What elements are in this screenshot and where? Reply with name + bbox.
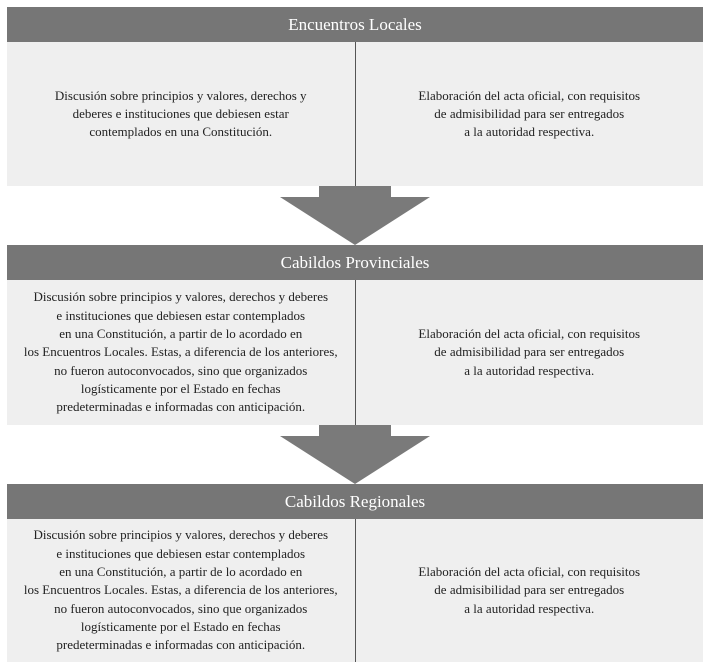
stage-header-cabildos-provinciales: [7, 245, 703, 280]
stage-title: Encuentros Locales: [288, 14, 422, 34]
stage-description-text: Discusión sobre principios y valores, derechos y deberes e instituciones que debiesen estar contemplados en una Constitución.: [54, 87, 307, 140]
stage-description-cell: [7, 519, 356, 662]
flow-arrow-down-icon: [280, 186, 430, 245]
stage-output-cell: [356, 519, 704, 662]
stage-panel-encuentros-locales: [7, 42, 703, 186]
stage-output-cell: [356, 42, 704, 186]
stage-header-encuentros-locales: [7, 7, 703, 42]
stage-panel-cabildos-regionales: [7, 519, 703, 662]
stage-panel-cabildos-provinciales: [7, 280, 703, 425]
flow-arrow-down-icon: [280, 425, 430, 484]
stage-description-cell: [7, 42, 356, 186]
stage-description-text: Discusión sobre principios y valores, derechos y deberes e instituciones que debiesen estar contemplados en una Constitución, a partir de lo acordado en los Encuentros Locales. Estas, a diferencia de los anteriores, no fueron autoconvocados, sino que organizados logísticamente por el Estado en fechas predeterminadas e informadas con anticipación.: [23, 527, 338, 653]
stage-output-text: Elaboración del acta oficial, con requisitos de admisibilidad para ser entregados a la autoridad respectiva.: [418, 326, 641, 378]
stage-title: Cabildos Provinciales: [280, 252, 430, 272]
stage-output-cell: [356, 280, 704, 425]
stage-output-text: Elaboración del acta oficial, con requisitos de admisibilidad para ser entregados a la autoridad respectiva.: [418, 564, 641, 616]
stage-description-cell: [7, 280, 356, 425]
stage-output-text: Elaboración del acta oficial, con requisitos de admisibilidad para ser entregados a la autoridad respectiva.: [418, 87, 641, 140]
stage-description-text: Discusión sobre principios y valores, derechos y deberes e instituciones que debiesen estar contemplados en una Constitución, a partir de lo acordado en los Encuentros Locales. Estas, a diferencia de los anteriores, no fueron autoconvocados, sino que organizados logísticamente por el Estado en fechas predeterminadas e informadas con anticipación.: [23, 289, 338, 415]
stage-header-cabildos-regionales: [7, 484, 703, 519]
stage-title: Cabildos Regionales: [284, 491, 426, 511]
